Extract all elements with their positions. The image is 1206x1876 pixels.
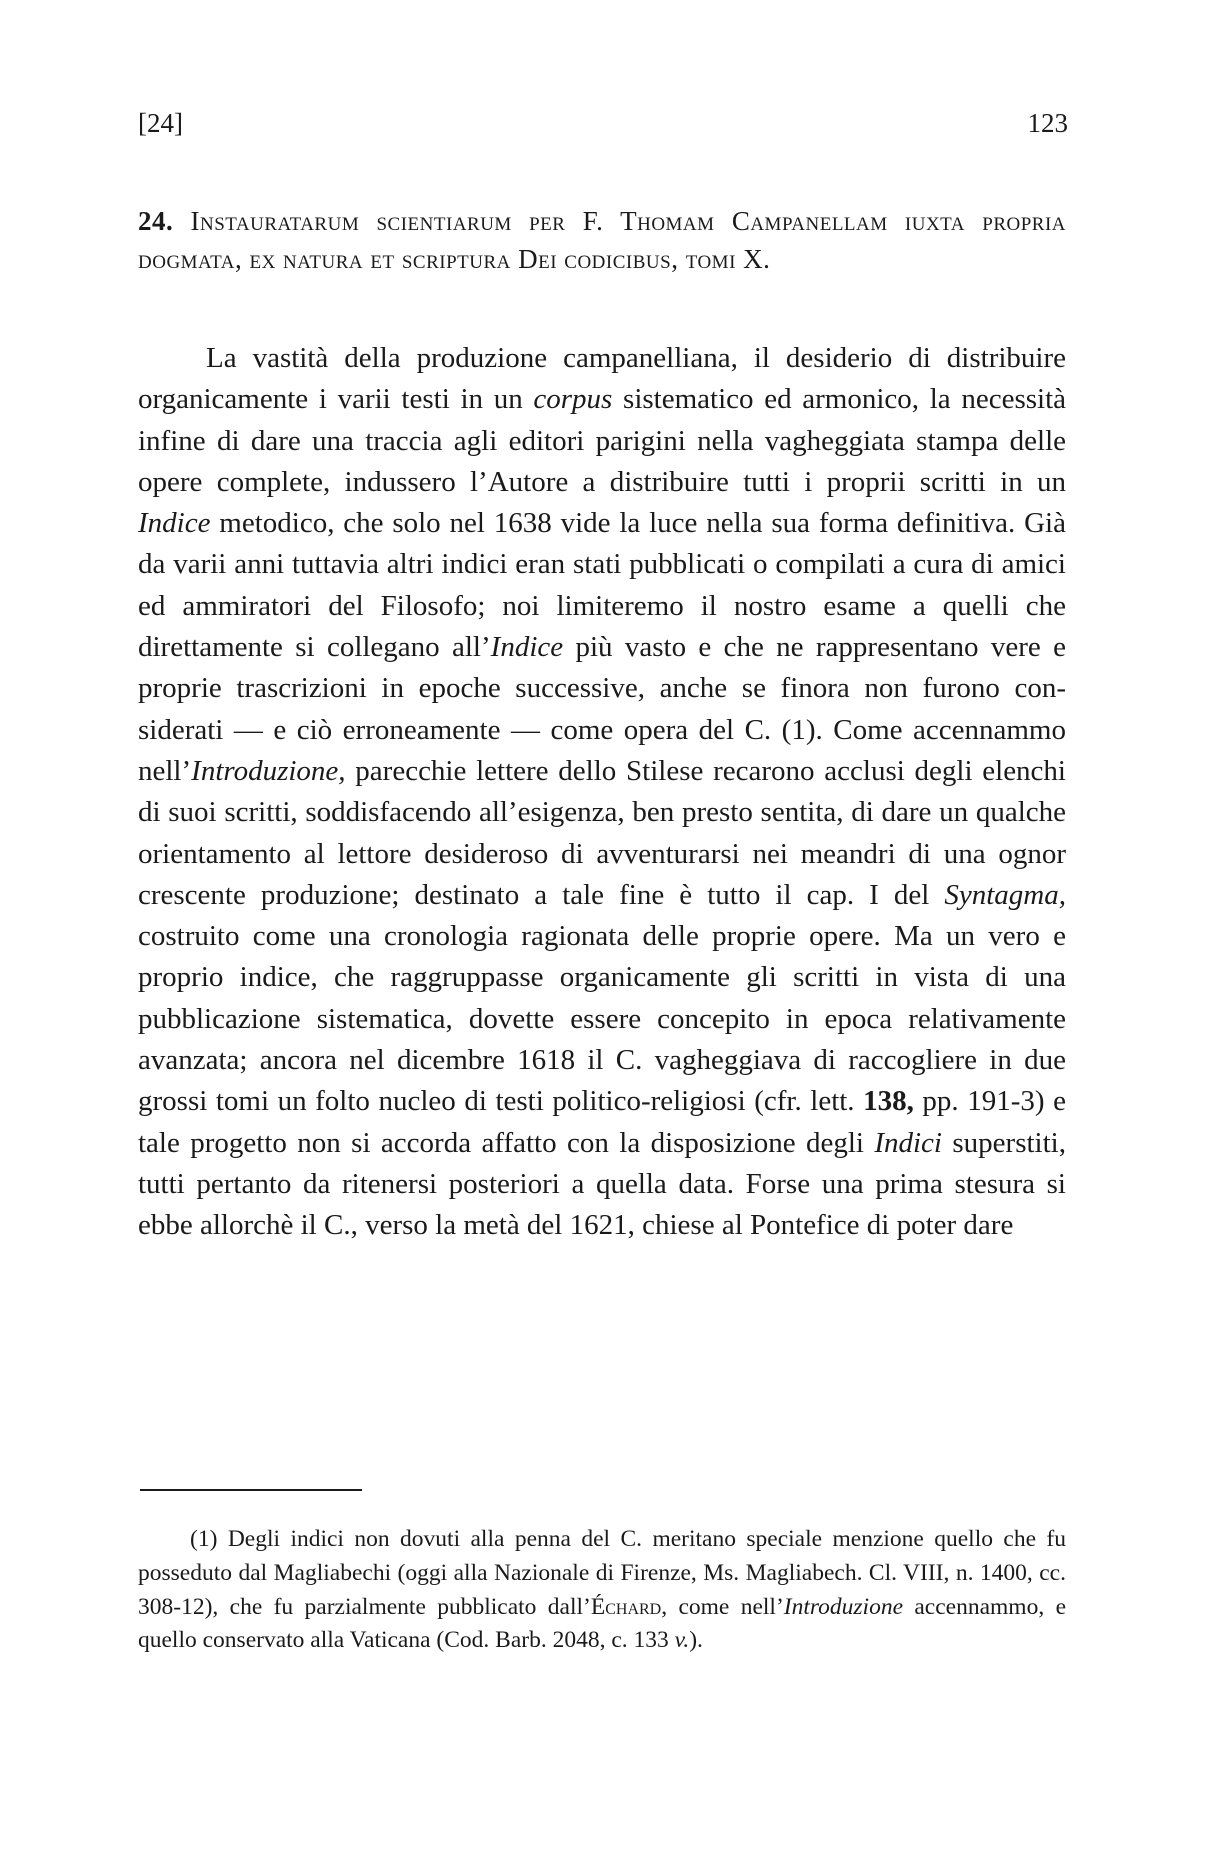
body-text-run: metodico, che solo nel 1638 vide la luce nella sua forma definitiva. Già da varii anni tuttavia altri indici eran stati pubblicati o compilati a cura di amici ed ammiratori del Filosofo; noi limiteremo il nostro esame a quelli che direttamente si collegano all’ — [138, 507, 1066, 664]
body-italic-run: Indice — [138, 507, 211, 540]
body-italic-run: Syntagma, — [944, 878, 1066, 911]
section-marker: [24] — [138, 108, 183, 138]
body-italic-run: corpus — [533, 383, 613, 416]
footnote-text-run: ). — [689, 1627, 703, 1654]
body-italic-run: Indice — [490, 631, 564, 664]
entry-title-text: Instauratarum scientiarum per F. Thomam Campanellam iuxta propria dogmata, ex natura et scriptura Dei codicibus, tomi X. — [138, 206, 1067, 274]
footnote — [138, 1523, 1066, 1658]
footnote-text-run: come nell’ — [667, 1593, 784, 1620]
body-bold-run: 138, — [863, 1085, 914, 1118]
footnote-italic-run: Introduzione — [783, 1593, 904, 1620]
body-text-run: pp. 191-3) e tale progetto non si accorda affatto con la disposizione degli — [138, 1085, 1066, 1159]
entry-title — [138, 202, 1066, 278]
body-text-run: superstiti, tutti pertanto da ritenersi posteriori a quella data. Forse una prima stesura si ebbe allorchè il C., verso la metà del 1621, chiese al Pontefice di poter dare — [138, 1126, 1066, 1242]
running-head — [138, 108, 1068, 140]
page-number: 123 — [1027, 108, 1068, 138]
body-text-run: parecchie lettere dello Stilese recarono acclusi degli elenchi di suoi scritti, soddisfacendo all’esigenza, ben presto sentita, di dare un qualche orientamento al lettore desideroso di avventurarsi nei meandri di una ognor crescente produzione; destinato a tale fine è tutto il cap. I del — [138, 754, 1066, 911]
body-text-run: La vastità della produzione campanelliana, il desiderio di distribuire organicamente i varii testi in un — [138, 342, 1066, 416]
body-paragraph — [138, 338, 1066, 1247]
footnote-smallcaps-run: Échard, — [590, 1593, 668, 1620]
entry-number: 24. — [138, 206, 174, 236]
footnote-divider — [140, 1489, 362, 1491]
footnote-text-run: (1) Degli indici non dovuti alla penna del C. meritano speciale menzione quello che fu posseduto dal Magliabechi (oggi alla Nazionale di Firenze, Ms. Magliabech. Cl. VIII, n. 1400, cc. 308-12), che fu parzialmente pubblicato dall’ — [138, 1526, 1066, 1620]
body-italic-run: Introduzione, — [191, 754, 346, 787]
body-text-run: più vasto e che ne rappresentano vere e proprie trascrizioni in epoche successive, anche se finora non furono considerati — e ciò erroneamente — come opera del C. (1). Come accennammo nell’ — [138, 631, 1066, 787]
body-text-run: costruito come una cronologia ragionata delle proprie opere. Ma un vero e proprio indice, che raggruppasse organicamente gli scritti in vista di una pubblicazione sistematica, dovette essere concepito in epoca relativamente avanzata; ancora nel dicembre 1618 il C. vagheggiava di raccogliere in due grossi tomi un folto nucleo di testi politico-religiosi (cfr. lett. — [138, 920, 1066, 1118]
body-text-run: sistematico ed armonico, la necessità infine di dare una traccia agli editori parigini nella vagheggiata stampa delle opere complete, indussero l’Autore a distribuire tutti i proprii scritti in un — [138, 383, 1066, 498]
footnote-italic-run: v. — [674, 1627, 690, 1654]
footnote-text-run: accennammo, e quello conservato alla Vaticana (Cod. Barb. 2048, c. 133 — [138, 1593, 1066, 1654]
body-italic-run: Indici — [874, 1126, 942, 1159]
